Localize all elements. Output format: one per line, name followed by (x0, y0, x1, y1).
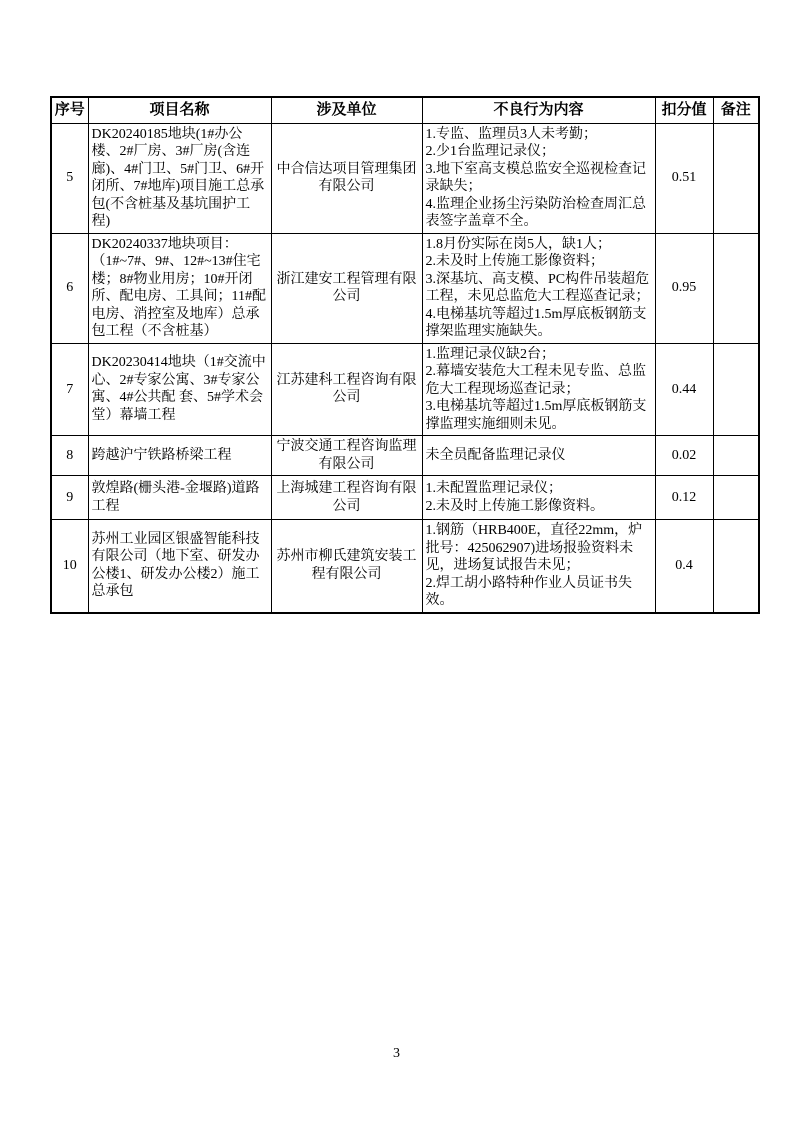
header-deduction-value: 扣分值 (655, 97, 713, 123)
violation-item: 1.监理记录仪缺2台； (425, 346, 555, 362)
violation-item: 2.幕墙安装危大工程未见专监、总监危大工程现场巡查记录； (425, 364, 646, 397)
row-serial-number: 8 (51, 436, 88, 476)
violations-table (50, 96, 760, 614)
project-name: 跨越沪宁铁路桥梁工程 (88, 436, 271, 476)
remark (713, 123, 759, 233)
row-serial-number: 10 (51, 520, 88, 613)
violation-content (422, 123, 655, 233)
table-row (51, 123, 759, 233)
violation-item: 3.电梯基坑等超过1.5m厚底板钢筋支撑监理实施细则未见。 (425, 399, 647, 432)
involved-unit: 中合信达项目管理集团有限公司 (271, 123, 422, 233)
header-violation-content: 不良行为内容 (422, 97, 655, 123)
row-serial-number: 9 (51, 476, 88, 520)
table-row (51, 476, 759, 520)
project-name: DK20240337地块项目：（1#~7#、9#、12#~13#住宅楼；8#物业用房；10#开闭所、配电房、工具间；11#配电房、消控室及地库）总承包工程（不含桩基） (88, 233, 271, 343)
violation-item: 2.焊工胡小路特种作业人员证书失效。 (425, 575, 632, 608)
violation-item: 1.未配置监理记录仪； (425, 481, 562, 496)
involved-unit: 上海城建工程咨询有限公司 (271, 476, 422, 520)
deduction-value: 0.12 (655, 476, 713, 520)
violation-item: 2.少1台监理记录仪； (425, 144, 555, 159)
involved-unit: 苏州市柳氏建筑安装工程有限公司 (271, 520, 422, 613)
involved-unit: 浙江建安工程管理有限公司 (271, 233, 422, 343)
header-remark: 备注 (713, 97, 759, 123)
violation-item: 3.地下室高支模总监安全巡视检查记录缺失； (425, 161, 646, 194)
violation-item: 未全员配备监理记录仪 (425, 447, 566, 463)
row-serial-number: 6 (51, 233, 88, 343)
violation-item: 1.专监、监理员3人未考勤； (425, 126, 597, 142)
project-name: 苏州工业园区银盛智能科技有限公司（地下室、研发办公楼1、研发办公楼2）施工总承包 (88, 520, 271, 613)
violation-item: 4.监理企业扬尘污染防治检查周汇总表签字盖章不全。 (425, 196, 646, 229)
project-name: DK20230414地块（1#交流中心、2#专家公寓、3#专家公寓、4#公共配 套、5#学术会堂）幕墙工程 (88, 343, 271, 436)
violation-content (422, 520, 655, 613)
table-row (51, 436, 759, 476)
deduction-value: 0.02 (655, 436, 713, 476)
remark (713, 436, 759, 476)
deduction-value: 0.44 (655, 343, 713, 436)
project-name: 敦煌路(栅头港-金堰路)道路工程 (88, 476, 271, 520)
remark (713, 233, 759, 343)
involved-unit: 宁波交通工程咨询监理有限公司 (271, 436, 422, 476)
violation-item: 3.深基坑、高支模、PC构件吊装超危工程，未见总监危大工程巡查记录；4.电梯基坑等超过1.5m厚底板钢筋支撑架监理实施缺失。 (425, 271, 650, 339)
violation-item: 2.未及时上传施工影像资料； (425, 254, 604, 269)
involved-unit: 江苏建科工程咨询有限公司 (271, 343, 422, 436)
table-header-row (51, 97, 759, 123)
remark (713, 476, 759, 520)
remark (713, 520, 759, 613)
violation-content (422, 476, 655, 520)
table-row (51, 343, 759, 436)
violation-content (422, 436, 655, 476)
table-row (51, 520, 759, 613)
row-serial-number: 7 (51, 343, 88, 436)
project-name: DK20240185地块(1#办公楼、2#厂房、3#厂房(含连廊)、4#门卫、5#门卫、6#开闭所、7#地库)项目施工总承包(不含桩基及基坑围护工程) (88, 123, 271, 233)
deduction-value: 0.4 (655, 520, 713, 613)
violation-content (422, 343, 655, 436)
violation-item: 1.8月份实际在岗5人，缺1人； (425, 236, 611, 252)
header-serial-number: 序号 (51, 97, 88, 123)
deduction-value: 0.95 (655, 233, 713, 343)
page-number: 3 (393, 1046, 400, 1061)
table-row (51, 233, 759, 343)
remark (713, 343, 759, 436)
header-involved-unit: 涉及单位 (271, 97, 422, 123)
deduction-value: 0.51 (655, 123, 713, 233)
header-project-name: 项目名称 (88, 97, 271, 123)
row-serial-number: 5 (51, 123, 88, 233)
violation-content (422, 233, 655, 343)
violation-item: 2.未及时上传施工影像资料。 (425, 498, 604, 514)
violation-item: 1.钢筋（HRB400E，直径22mm，炉批号：425062907)进场报验资料未见，进场复试报告未见； (425, 523, 643, 573)
